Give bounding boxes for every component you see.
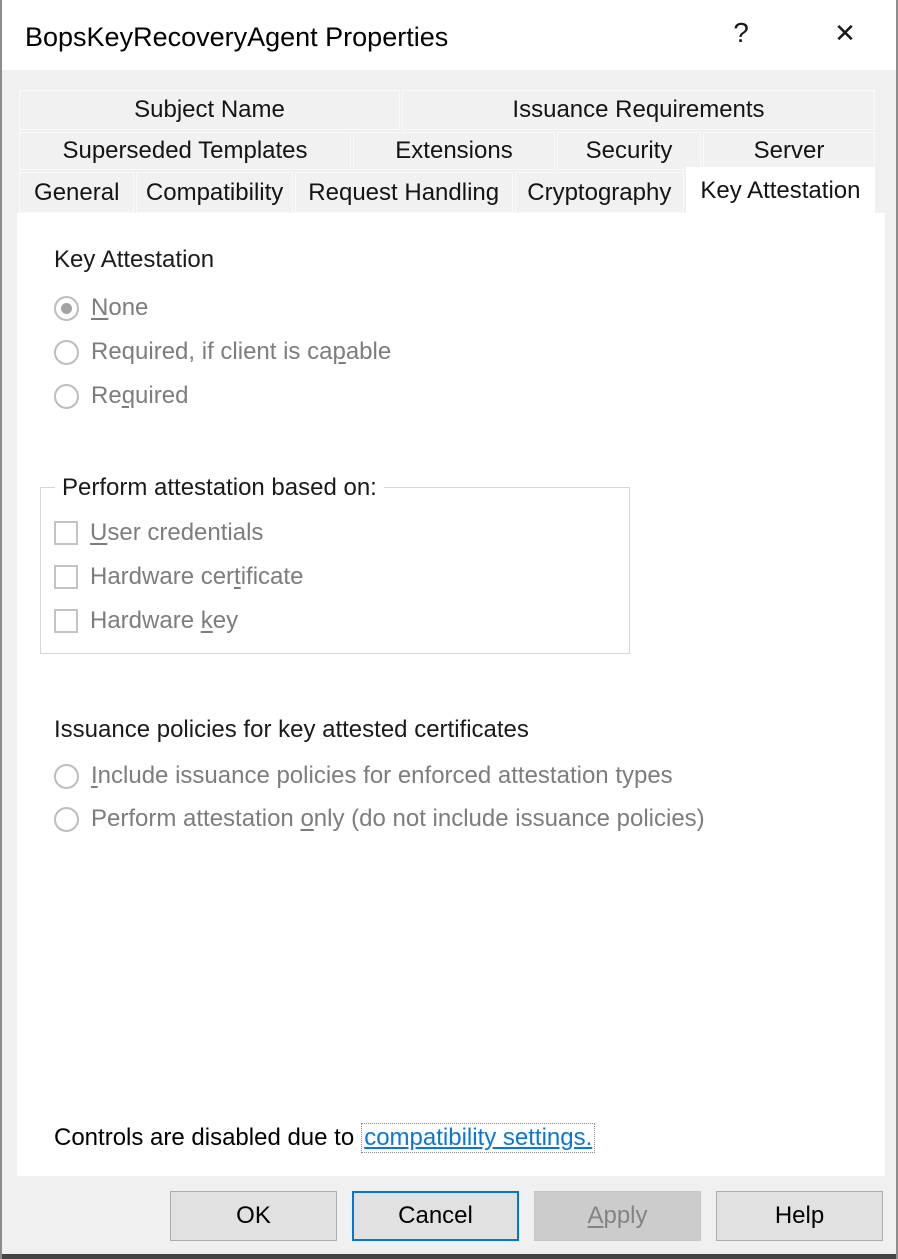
tab-extensions[interactable]: Extensions (353, 132, 555, 170)
apply-button: Apply (534, 1191, 701, 1241)
tab-row-3 (19, 172, 875, 213)
close-button[interactable] (814, 0, 876, 66)
tab-server[interactable]: Server (703, 132, 875, 170)
radio-required-if-capable-label: Required, if client is capable (91, 338, 392, 365)
tab-row-1 (19, 90, 875, 130)
tab-page-key-attestation (17, 213, 885, 1176)
checkbox-icon (54, 609, 78, 633)
tab-general[interactable]: General (19, 172, 134, 213)
key-attestation-heading: Key Attestation (54, 246, 215, 273)
tab-issuance-requirements[interactable]: Issuance Requirements (402, 90, 875, 130)
compatibility-settings-link[interactable]: compatibility settings. (361, 1123, 595, 1153)
radio-none-label: None (91, 294, 149, 321)
ok-button[interactable]: OK (170, 1191, 337, 1241)
window-title: BopsKeyRecoveryAgent Properties (25, 22, 449, 52)
checkbox-hardware-key (54, 607, 238, 635)
tab-superseded-templates[interactable]: Superseded Templates (19, 132, 351, 170)
tab-request-handling[interactable]: Request Handling (295, 172, 513, 213)
radio-button-icon (54, 807, 79, 832)
checkbox-hardware-certificate (54, 563, 303, 591)
radio-required (54, 382, 188, 410)
tab-compatibility[interactable]: Compatibility (136, 172, 292, 213)
tab-row-2 (19, 132, 875, 170)
tab-cryptography[interactable]: Cryptography (515, 172, 684, 213)
checkbox-icon (54, 521, 78, 545)
checkbox-user-credentials (54, 519, 263, 547)
window-bottom-edge (2, 1254, 896, 1259)
radio-include-issuance-policies (54, 762, 673, 790)
controls-disabled-notice (54, 1124, 595, 1152)
radio-none (54, 294, 148, 322)
tab-key-attestation[interactable]: Key Attestation (686, 167, 875, 214)
help-button[interactable]: Help (716, 1191, 883, 1241)
titlebar-help-button[interactable] (710, 0, 772, 66)
radio-include-issuance-policies-label: Include issuance policies for enforced attestation types (91, 762, 673, 789)
radio-required-label: Required (91, 382, 189, 409)
radio-perform-attestation-only-label: Perform attestation only (do not include issuance policies) (91, 805, 705, 832)
checkbox-hardware-key-label: Hardware key (90, 607, 239, 634)
cancel-button[interactable]: Cancel (352, 1191, 519, 1241)
title-bar (2, 0, 896, 70)
checkbox-icon (54, 565, 78, 589)
notice-text: Controls are disabled due to (54, 1124, 355, 1151)
tab-security[interactable]: Security (557, 132, 701, 170)
radio-button-icon (54, 296, 79, 321)
radio-perform-attestation-only (54, 805, 705, 833)
radio-button-icon (54, 764, 79, 789)
radio-button-icon (54, 340, 79, 365)
radio-button-icon (54, 384, 79, 409)
radio-required-if-capable (54, 338, 391, 366)
question-mark-icon: ? (733, 17, 749, 48)
issuance-policies-heading: Issuance policies for key attested certificates (54, 716, 529, 743)
checkbox-user-credentials-label: User credentials (90, 519, 264, 546)
groupbox-legend: Perform attestation based on: (55, 474, 384, 502)
close-icon: ✕ (834, 17, 856, 48)
tab-subject-name[interactable]: Subject Name (19, 90, 400, 130)
checkbox-hardware-certificate-label: Hardware certificate (90, 563, 304, 590)
